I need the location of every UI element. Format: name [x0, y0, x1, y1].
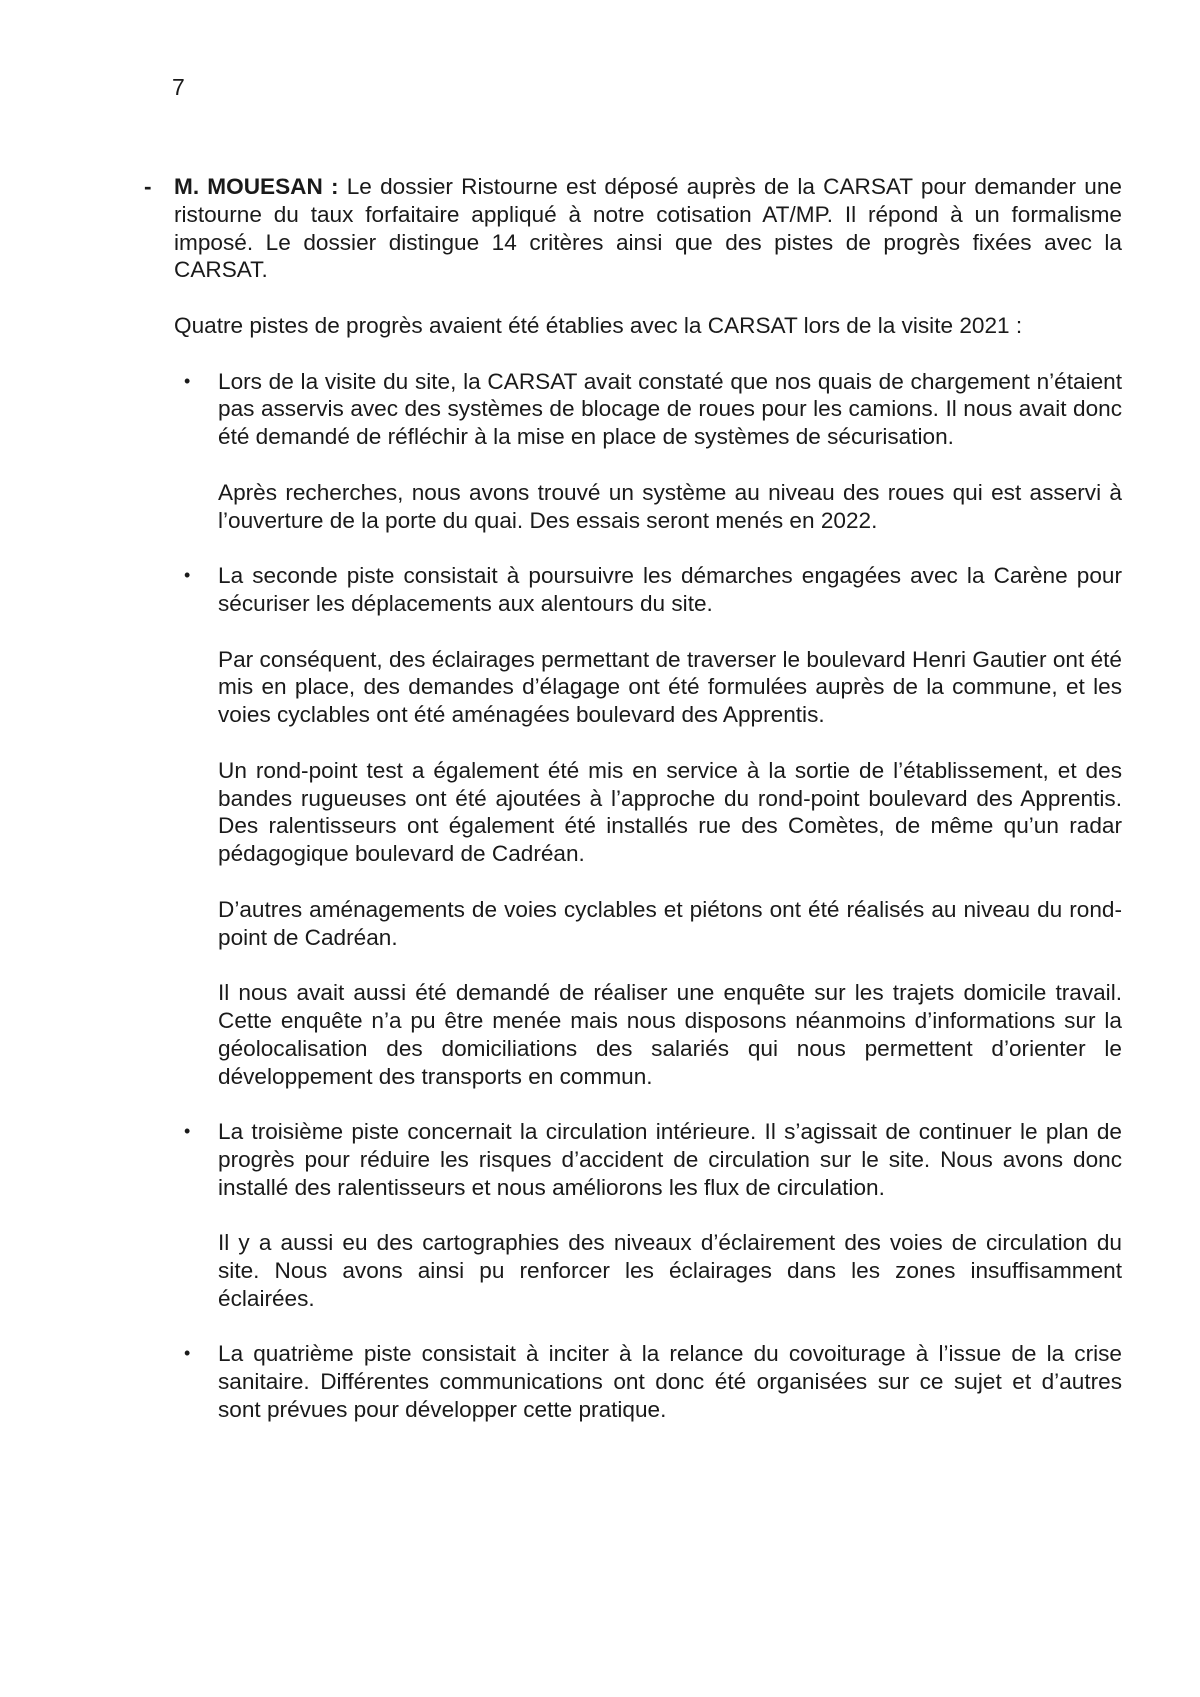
paragraph: Après recherches, nous avons trouvé un système au niveau des roues qui est asservi à l’ouverture de la porte du quai. Des essais seront menés en 2022. [218, 479, 1122, 533]
paragraph: La troisième piste concernait la circulation intérieure. Il s’agissait de continuer le plan de progrès pour réduire les risques d’accident de circulation sur le site. Nous avons donc installé des ralentisseurs et nous améliorons les flux de circulation. [218, 1119, 1122, 1200]
list-item [174, 1118, 1122, 1313]
speaker-text: Le dossier Ristourne est déposé auprès de la CARSAT pour demander une ristourne du taux forfaitaire appliqué à notre cotisation AT/MP. Il répond à un formalisme imposé. Le dossier distingue 14 critères ainsi que des pistes de progrès fixées avec la CARSAT. [174, 174, 1122, 283]
list-item [174, 1340, 1122, 1423]
document-body [144, 173, 1122, 1452]
dash-marker: - [144, 174, 152, 199]
bullet-icon: • [184, 565, 191, 586]
page-number: 7 [172, 74, 185, 100]
progress-tracks-list [174, 368, 1122, 1424]
paragraph: Un rond-point test a également été mis en service à la sortie de l’établissement, et des bandes rugueuses ont été ajoutées à l’approche du rond-point boulevard des Apprentis. Des ralentisseurs ont également été installés rue des Comètes, de même qu’un radar pédagogique boulevard de Cadréan. [218, 757, 1122, 867]
list-item [174, 368, 1122, 535]
speaker-intervention [144, 173, 1122, 340]
speaker-name: M. MOUESAN : [174, 174, 339, 199]
intro-paragraph: Quatre pistes de progrès avaient été établies avec la CARSAT lors de la visite 2021 : [174, 312, 1023, 338]
paragraph: Il y a aussi eu des cartographies des niveaux d’éclairement des voies de circulation du site. Nous avons ainsi pu renforcer les éclairages dans les zones insuffisamment éclairées. [218, 1230, 1122, 1311]
list-item [174, 562, 1122, 1090]
bullet-icon: • [184, 1343, 191, 1364]
speaker-paragraph [174, 173, 1122, 284]
paragraph: Lors de la visite du site, la CARSAT avait constaté que nos quais de chargement n’étaient pas asservis avec des systèmes de blocage de roues pour les camions. Il nous avait donc été demandé de réfléchir à la mise en place de systèmes de sécurisation. [218, 368, 1122, 450]
paragraph: Il nous avait aussi été demandé de réaliser une enquête sur les trajets domicile travail. Cette enquête n’a pu être menée mais nous disposons néanmoins d’informations sur la géolocalisation des domiciliations des salariés qui nous permettent d’orienter le développement des transports en commun. [218, 980, 1122, 1089]
bullet-icon: • [184, 1121, 191, 1142]
paragraph: La seconde piste consistait à poursuivre les démarches engagées avec la Carène pour sécuriser les déplacements aux alentours du site. [218, 563, 1122, 616]
paragraph: D’autres aménagements de voies cyclables et piétons ont été réalisés au niveau du rond-point de Cadréan. [218, 896, 1122, 950]
bullet-icon: • [184, 370, 191, 391]
paragraph: Par conséquent, des éclairages permettant de traverser le boulevard Henri Gautier ont été mis en place, des demandes d’élagage ont été formulées auprès de la commune, et les voies cyclables ont été aménagées boulevard des Apprentis. [218, 646, 1122, 728]
paragraph: La quatrième piste consistait à inciter à la relance du covoiturage à l’issue de la crise sanitaire. Différentes communications ont donc été organisées sur ce sujet et d’autres sont prévues pour développer cette pratique. [218, 1341, 1122, 1423]
